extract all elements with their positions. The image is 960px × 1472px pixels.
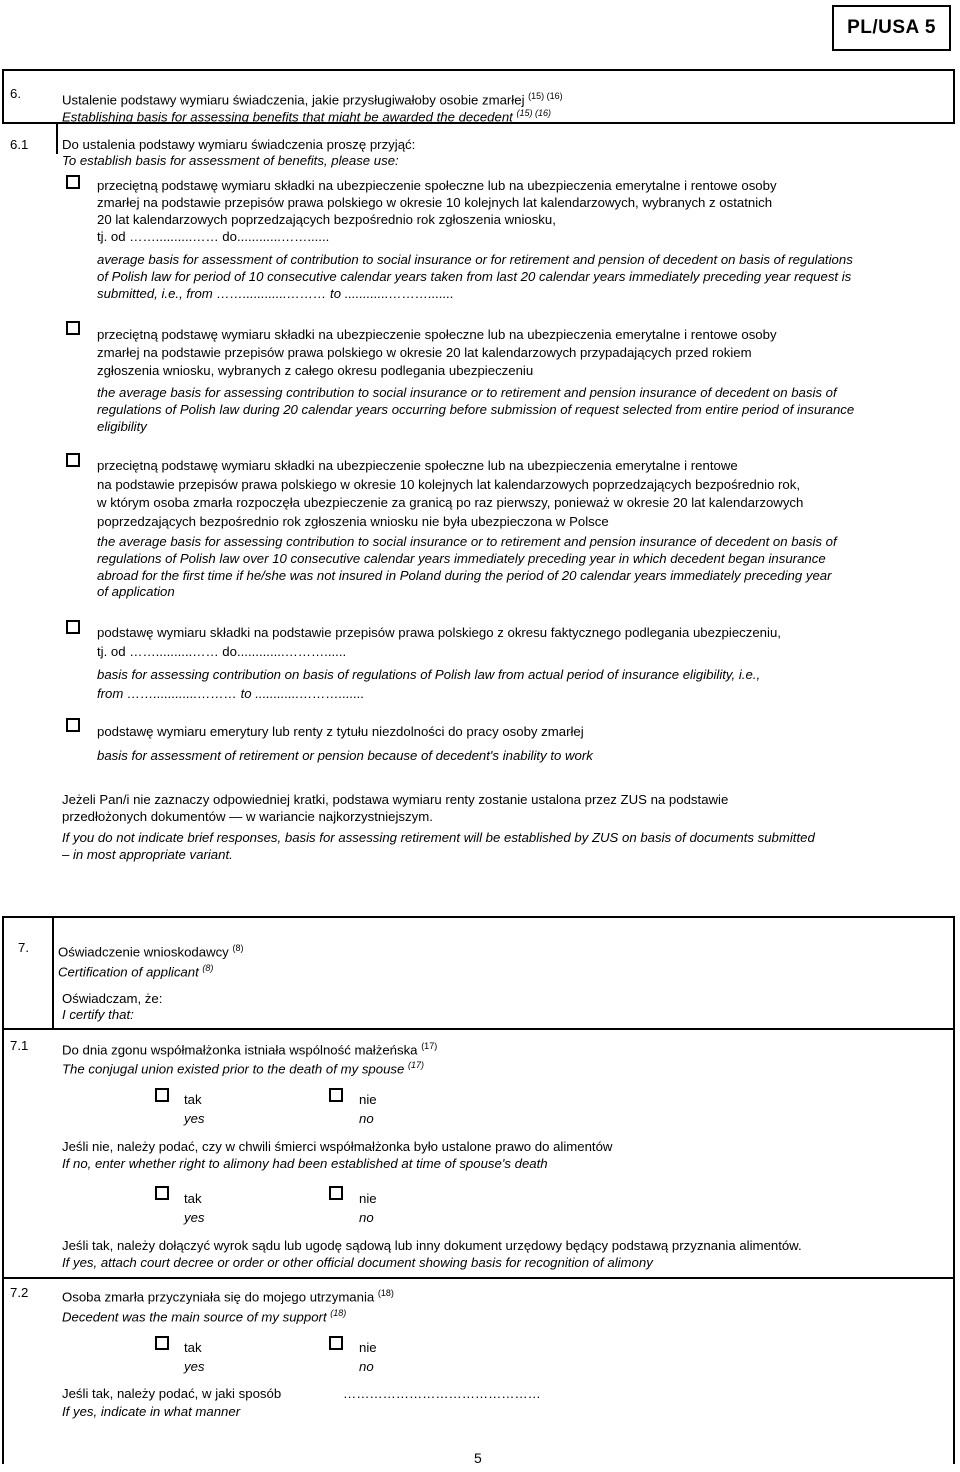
- s72-yes-checkbox[interactable]: [155, 1336, 169, 1350]
- s72-title-pl: Osoba zmarła przyczyniała się do mojego utrzymania $^{(18)}$: [62, 1288, 394, 1305]
- s71-title-en: The conjugal union existed prior to the death of my spouse $^{(17)}$: [62, 1060, 425, 1077]
- opt5-text-en: basis for assessment of retirement or pension because of decedent's inability to work: [97, 748, 593, 763]
- s71-yes-label-en: yes: [184, 1111, 205, 1126]
- s71-yes-checkbox[interactable]: [155, 1088, 169, 1102]
- s72-yes-label-pl: tak: [184, 1340, 202, 1355]
- s72-title-en: Decedent was the main source of my support $^{(18)}$: [62, 1308, 347, 1325]
- s71-alimony-no-en: no: [359, 1210, 374, 1225]
- s71-no-label-pl: nie: [359, 1092, 377, 1107]
- s71-alimony-yes-pl: tak: [184, 1191, 202, 1206]
- opt5-checkbox[interactable]: [66, 718, 80, 732]
- opt4-text-en: basis for assessing contribution on basis of regulations of Polish law from actual period of insurance eligibility, i.e., from ……............……… to ............……….......: [97, 667, 761, 701]
- opt2-checkbox[interactable]: [66, 321, 80, 335]
- s7-frame-top: [2, 916, 955, 918]
- s72-yes-label-en: yes: [184, 1359, 205, 1374]
- s61-title-en: To establish basis for assessment of benefits, please use:: [62, 153, 399, 168]
- s71-alimony-yes-en: yes: [184, 1210, 205, 1225]
- s72-frame-top: [2, 1277, 955, 1279]
- form-code: PL/USA 5: [847, 17, 936, 38]
- opt5-text-pl: podstawę wymiaru emerytury lub renty z tytułu niezdolności do pracy osoby zmarłej: [97, 724, 584, 739]
- s6-frame-top: [2, 69, 955, 71]
- s61-note-en: If you do not indicate brief responses, basis for assessing retirement will be established by ZUS on basis of documents submitted – in most appropriate variant.: [62, 830, 815, 862]
- s72-no-label-pl: nie: [359, 1340, 377, 1355]
- opt4-text-pl: podstawę wymiaru składki na podstawie przepisów prawa polskiego z okresu faktycznego podlegania ubezpieczeniu, tj. od ……..........…… do.............………......: [97, 625, 781, 659]
- s71-alimony-yes-checkbox[interactable]: [155, 1186, 169, 1200]
- opt3-text-en: the average basis for assessing contribution to social insurance or to retirement and pension insurance of decedent on basis of regulations of Polish law over 10 consecutive calendar years immediately preceding year in which decedent began insurance abroad for the first time if he/she was not insured in Poland during the period of 20 calendar years immediately preceding year of application: [97, 534, 837, 600]
- s71-attach-en: If yes, attach court decree or order or other official document showing basis for recognition of alimony: [62, 1255, 653, 1270]
- s6-title-en: Establishing basis for assessing benefits that might be awarded the decedent $^{(15) (16)}$: [62, 108, 552, 125]
- page-number: 5: [474, 1450, 482, 1466]
- opt1-text-en: average basis for assessment of contribution to social insurance or for retirement and pension of decedent on basis of regulations of Polish law for period of 10 consecutive calendar years taken from last 20 calendar years immediately preceding year request is submitted, i.e., from ……............……… to ............……….......: [97, 252, 853, 301]
- s71-no-label-en: no: [359, 1111, 374, 1126]
- s7-title-en: Certification of applicant $^{(8)}$: [58, 963, 214, 980]
- s71-frame-top: [2, 1028, 955, 1030]
- s6-frame-left: [2, 69, 4, 123]
- s71-yes-label-pl: tak: [184, 1092, 202, 1107]
- s7-divider: [52, 916, 54, 1030]
- opt3-checkbox[interactable]: [66, 453, 80, 467]
- s61-divider: [56, 122, 58, 154]
- s61-note-pl: Jeżeli Pan/i nie zaznaczy odpowiedniej kratki, podstawa wymiaru renty zostanie ustalona przez ZUS na podstawie przedłożonych dokumentów — w wariancie najkorzystniejszym.: [62, 792, 729, 824]
- s71-question-en: If no, enter whether right to alimony had been established at time of spouse's death: [62, 1156, 548, 1171]
- s71-attach-pl: Jeśli tak, należy dołączyć wyrok sądu lub ugodę sądową lub inny dokument urzędowy będący podstawą przyznania alimentów.: [62, 1238, 802, 1253]
- s71-alimony-no-checkbox[interactable]: [329, 1186, 343, 1200]
- opt4-checkbox[interactable]: [66, 620, 80, 634]
- opt1-checkbox[interactable]: [66, 175, 80, 189]
- s6-number: 6.: [10, 86, 21, 101]
- s71-number: 7.1: [10, 1038, 29, 1053]
- opt1-text-pl: przeciętną podstawę wymiaru składki na ubezpieczenie społeczne lub na ubezpieczenia emerytalne i rentowe osoby zmarłej na podstawie przepisów prawa polskiego w okresie 10 kolejnych lat kalendarzowych, wybranych z ostatnich 20 lat kalendarzowych poprzedzających bezpośrednio rok zgłoszenia wniosku, tj. od ……..........…… do............……......: [97, 178, 777, 244]
- s61-number: 6.1: [10, 137, 29, 152]
- s71-no-checkbox[interactable]: [329, 1088, 343, 1102]
- opt3-text-pl: przeciętną podstawę wymiaru składki na ubezpieczenie społeczne lub na ubezpieczenia emerytalne i rentowe na podstawie przepisów prawa polskiego w okresie 10 kolejnych lat kalendarzowych poprzedzających bezpośrednio rok, w którym osoba zmarła rozpoczęła ubezpieczenie za granicą po raz pierwszy, ponieważ w okresie 20 lat kalendarzowych poprzedzających bezpośrednio rok zgłoszenia wniosku nie była ubezpieczona w Polsce: [97, 458, 804, 529]
- s71-title-pl: Do dnia zgonu współmałżonka istniała wspólność małżeńska $^{(17)}$: [62, 1041, 438, 1058]
- s7-frame-left: [2, 916, 4, 1464]
- s7-declare-en: I certify that:: [62, 1007, 134, 1022]
- s71-alimony-no-pl: nie: [359, 1191, 377, 1206]
- form-code-box: [832, 5, 951, 51]
- s72-no-label-en: no: [359, 1359, 374, 1374]
- s72-answer-field[interactable]: ………………………………………: [343, 1386, 541, 1401]
- s7-frame-right: [953, 916, 955, 1464]
- s6-frame-right: [953, 69, 955, 123]
- s7-number: 7.: [18, 940, 29, 955]
- s7-title-pl: Oświadczenie wnioskodawcy $^{(8)}$: [58, 943, 244, 960]
- s72-question-en: If yes, indicate in what manner: [62, 1404, 241, 1419]
- s6-title-pl: Ustalenie podstawy wymiaru świadczenia, jakie przysługiwałoby osobie zmarłej $^{(15) (16)}$: [62, 91, 563, 108]
- s72-number: 7.2: [10, 1285, 29, 1300]
- opt2-text-pl: przeciętną podstawę wymiaru składki na ubezpieczenie społeczne lub na ubezpieczenia emerytalne i rentowe osoby zmarłej na podstawie przepisów prawa polskiego w okresie 20 lat kalendarzowych przypadających przed rokiem zgłoszenia wniosku, wybranych z całego okresu podlegania ubezpieczeniu: [97, 327, 777, 378]
- s7-declare-pl: Oświadczam, że:: [62, 991, 163, 1006]
- s71-question-pl: Jeśli nie, należy podać, czy w chwili śmierci współmałżonka było ustalone prawo do alimentów: [62, 1139, 613, 1154]
- s72-question-pl: Jeśli tak, należy podać, w jaki sposób: [62, 1386, 282, 1401]
- opt2-text-en: the average basis for assessing contribution to social insurance or to retirement and pension insurance of decedent on basis of regulations of Polish law during 20 calendar years occurring before submission of request selected from entire period of insurance eligibility: [97, 385, 855, 434]
- s61-title-pl: Do ustalenia podstawy wymiaru świadczenia proszę przyjąć:: [62, 137, 416, 152]
- s72-no-checkbox[interactable]: [329, 1336, 343, 1350]
